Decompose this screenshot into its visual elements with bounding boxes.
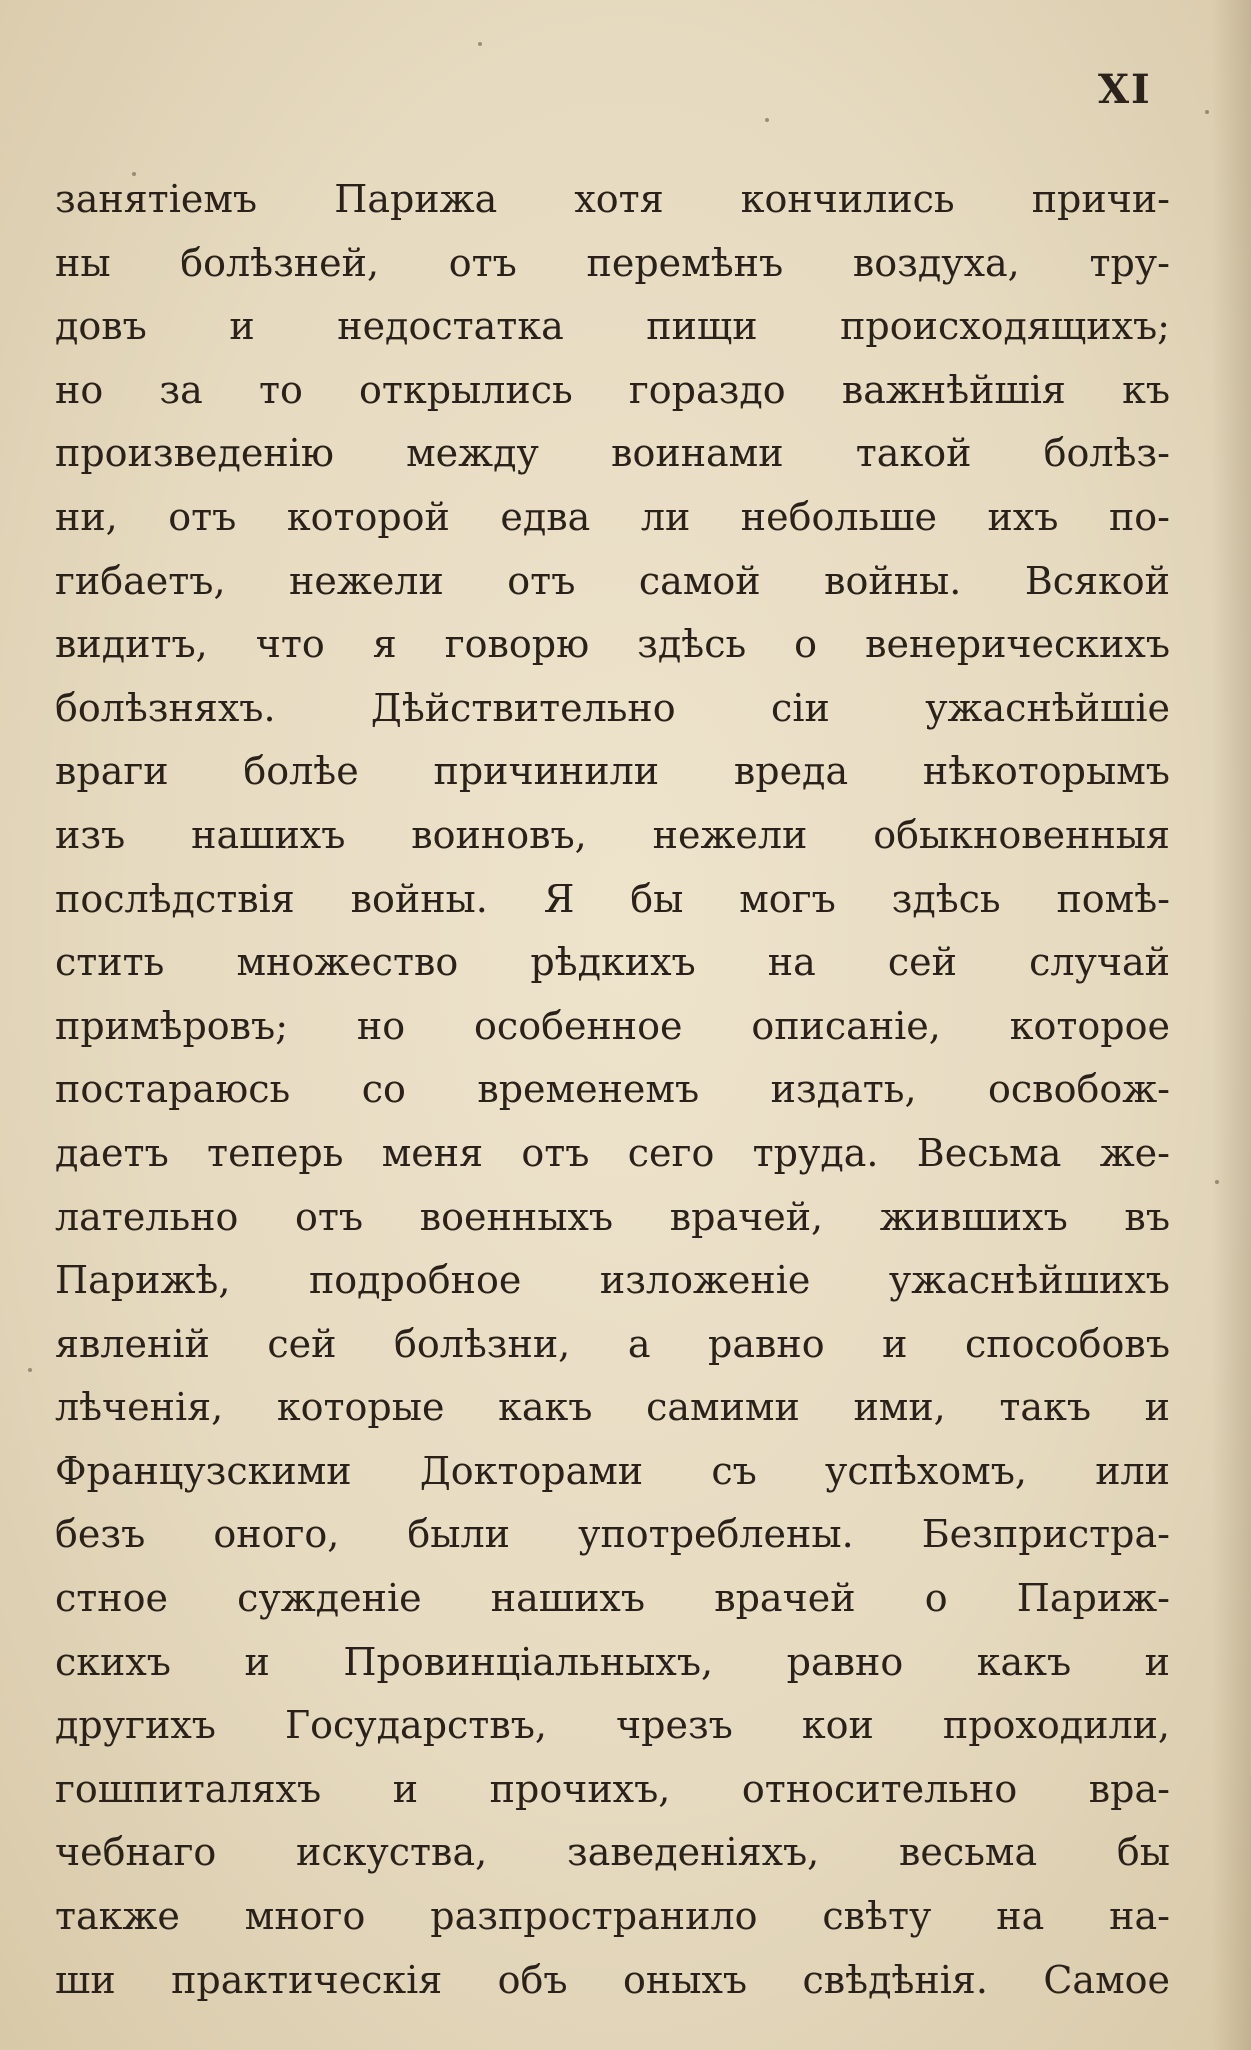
text-line: постараюсь со временемъ издать, освобож- — [55, 1067, 1170, 1112]
text-line: чебнаго искуства, заведеніяхъ, весьма бы — [55, 1830, 1170, 1875]
text-line: ны болѣзней, отъ перемѣнъ воздуха, тру- — [55, 240, 1170, 285]
text-line: явленій сей болѣзни, а равно и способовъ — [55, 1321, 1170, 1366]
text-line: даетъ теперь меня отъ сего труда. Весьма же- — [55, 1130, 1170, 1175]
paper-speck — [765, 118, 769, 122]
text-line: болѣзняхъ. Дѣйствительно сіи ужаснѣйшіе — [55, 685, 1170, 730]
text-line: видитъ, что я говорю здѣсь о венерическихъ — [55, 622, 1170, 667]
text-line: безъ оного, были употреблены. Безпристра- — [55, 1512, 1170, 1557]
text-line: произведенію между воинами такой болѣз- — [55, 431, 1170, 476]
text-line: лательно отъ военныхъ врачей, жившихъ въ — [55, 1194, 1170, 1239]
text-line: послѣдствія войны. Я бы могъ здѣсь помѣ- — [55, 876, 1170, 921]
text-line: ни, отъ которой едва ли небольше ихъ по- — [55, 494, 1170, 539]
text-line: другихъ Государствъ, чрезъ кои проходили, — [55, 1703, 1170, 1748]
text-line: ши практическія объ оныхъ свѣдѣнія. Самое — [55, 1957, 1170, 2002]
text-line: но за то открылись гораздо важнѣйшія къ — [55, 367, 1170, 412]
text-line: занятіемъ Парижа хотя кончились причи- — [55, 177, 1170, 221]
text-line: лѣченія, которые какъ самими ими, такъ и — [55, 1385, 1170, 1430]
paper-speck — [1215, 1180, 1219, 1184]
paper-speck — [1205, 110, 1209, 114]
text-line: скихъ и Провинціальныхъ, равно какъ и — [55, 1639, 1170, 1684]
text-line: враги болѣе причинили вреда нѣкоторымъ — [55, 749, 1170, 794]
text-line: Парижѣ, подробное изложеніе ужаснѣйшихъ — [55, 1258, 1170, 1303]
paper-speck — [132, 172, 136, 176]
paper-speck — [28, 1368, 32, 1372]
page-number: XI — [1098, 66, 1152, 113]
text-line: гошпиталяхъ и прочихъ, относительно вра- — [55, 1766, 1170, 1811]
text-line: Французскими Докторами съ успѣхомъ, или — [55, 1448, 1170, 1493]
text-line: изъ нашихъ воиновъ, нежели обыкновенныя — [55, 812, 1170, 857]
text-line: стить множество рѣдкихъ на сей случай — [55, 940, 1170, 985]
text-line: также много разпространило свѣту на на- — [55, 1894, 1170, 1939]
paper-speck — [478, 42, 482, 46]
text-line: гибаетъ, нежели отъ самой войны. Всякой — [55, 558, 1170, 603]
text-line: стное сужденіе нашихъ врачей о Париж- — [55, 1576, 1170, 1621]
text-line: довъ и недостатка пищи происходящихъ; — [55, 304, 1170, 349]
body-text — [55, 168, 1170, 2012]
text-line: примѣровъ; но особенное описаніе, которое — [55, 1003, 1170, 1048]
page-edge-shadow — [1211, 0, 1251, 2050]
